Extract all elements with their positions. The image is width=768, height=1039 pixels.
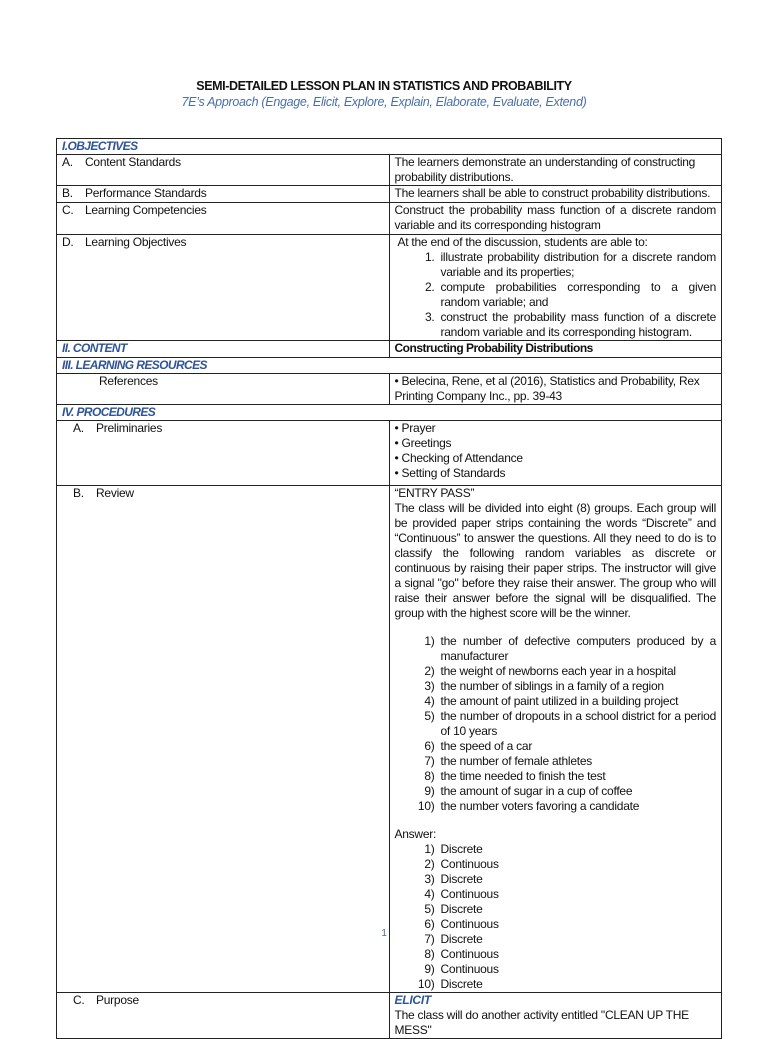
table-row bbox=[57, 486, 722, 993]
item-number: 6) bbox=[424, 917, 435, 931]
item-text: Discrete bbox=[440, 842, 483, 856]
document-title: SEMI-DETAILED LESSON PLAN IN STATISTICS AND PROBABILITY bbox=[196, 79, 572, 93]
section-content-heading: II. CONTENT bbox=[57, 341, 390, 358]
list-item bbox=[395, 977, 717, 992]
item-number: 8) bbox=[424, 947, 435, 961]
item-number: 5) bbox=[424, 902, 435, 916]
list-item bbox=[395, 310, 717, 340]
item-number: 8) bbox=[424, 769, 435, 783]
section-resources-heading: III. LEARNING RESOURCES bbox=[57, 358, 722, 374]
list-item: • Setting of Standards bbox=[394, 466, 506, 480]
table-row bbox=[57, 341, 722, 358]
table-row bbox=[57, 993, 722, 1039]
item-text: the number voters favoring a candidate bbox=[440, 799, 640, 813]
review-activity-title: “ENTRY PASS” bbox=[394, 486, 475, 500]
objectives-intro: At the end of the discussion, students are able to: bbox=[397, 235, 648, 249]
item-text: the time needed to finish the test bbox=[440, 769, 606, 783]
row-key: A. bbox=[73, 421, 84, 435]
item-number: 10) bbox=[417, 799, 435, 813]
list-item bbox=[395, 679, 717, 694]
row-label: Preliminaries bbox=[96, 421, 163, 435]
list-item bbox=[395, 250, 717, 280]
item-number: 1) bbox=[424, 842, 435, 856]
review-questions-list bbox=[395, 634, 717, 814]
section-objectives-heading: I.OBJECTIVES bbox=[57, 139, 722, 155]
item-text: the number of dropouts in a school district for a period of 10 years bbox=[440, 709, 716, 738]
item-text: the number of defective computers produced by a manufacturer bbox=[440, 634, 716, 663]
list-item bbox=[395, 769, 717, 784]
item-text: Continuous bbox=[440, 962, 499, 976]
list-item bbox=[395, 280, 717, 310]
item-text: Discrete bbox=[440, 977, 483, 991]
item-text: the number of female athletes bbox=[440, 754, 593, 768]
references-label: References bbox=[57, 374, 390, 405]
item-number: 5) bbox=[424, 709, 435, 723]
list-item: • Checking of Attendance bbox=[394, 451, 523, 465]
list-item bbox=[395, 799, 717, 814]
list-item bbox=[395, 887, 717, 902]
item-text: Discrete bbox=[440, 872, 483, 886]
row-label: Purpose bbox=[96, 993, 139, 1007]
list-item bbox=[395, 947, 717, 962]
item-number: 7) bbox=[424, 754, 435, 768]
item-number: 3) bbox=[424, 872, 435, 886]
table-row bbox=[57, 186, 722, 203]
item-number: 9) bbox=[424, 784, 435, 798]
row-key: A. bbox=[62, 155, 73, 169]
table-row bbox=[57, 203, 722, 235]
item-text: illustrate probability distribution for a discrete random variable and its properties; bbox=[440, 250, 716, 279]
item-number: 6) bbox=[424, 739, 435, 753]
item-text: construct the probability mass function of a discrete random variable and its corresponding histogram. bbox=[440, 310, 716, 339]
list-item bbox=[395, 872, 717, 887]
page-number: 1 bbox=[381, 928, 387, 939]
list-item bbox=[395, 902, 717, 917]
row-value: The learners demonstrate an understanding of constructing probability distributions. bbox=[389, 155, 722, 186]
document-subtitle: 7E’s Approach (Engage, Elicit, Explore, Explain, Elaborate, Evaluate, Extend) bbox=[181, 95, 587, 109]
item-text: Continuous bbox=[440, 917, 499, 931]
review-answers-list bbox=[395, 842, 717, 992]
item-text: the weight of newborns each year in a hospital bbox=[440, 664, 676, 678]
item-number: 4) bbox=[424, 887, 435, 901]
purpose-phase: ELICIT bbox=[394, 993, 431, 1007]
row-key: C. bbox=[73, 993, 85, 1007]
review-instructions: The class will be divided into eight (8) groups. Each group will be provided paper strips containing the words “Discrete” and “Continuous” to answer the questions. All they need to do is to classify the following random variables as discrete or continuous by raising their paper strips. The instructor will give a signal "go" before they raise their answer. The group who will raise their answer before the signal will be disqualified. The group with the highest score will be the winner. bbox=[394, 501, 716, 620]
section-procedures-heading: IV. PROCEDURES bbox=[57, 405, 722, 421]
item-number: 2. bbox=[424, 280, 435, 294]
list-item bbox=[395, 784, 717, 799]
row-label: Learning Objectives bbox=[85, 235, 187, 249]
item-number: 7) bbox=[424, 932, 435, 946]
item-text: Continuous bbox=[440, 947, 499, 961]
list-item bbox=[395, 962, 717, 977]
list-item bbox=[395, 709, 717, 739]
row-label: Content Standards bbox=[85, 155, 181, 169]
row-label: Performance Standards bbox=[85, 186, 207, 200]
item-text: the number of siblings in a family of a region bbox=[440, 679, 664, 693]
item-text: Discrete bbox=[440, 902, 483, 916]
preliminaries-list bbox=[395, 421, 717, 481]
item-text: the amount of paint utilized in a building project bbox=[440, 694, 679, 708]
item-text: compute probabilities corresponding to a given random variable; and bbox=[440, 280, 716, 309]
item-number: 1. bbox=[424, 250, 435, 264]
table-row bbox=[57, 235, 722, 341]
item-number: 4) bbox=[424, 694, 435, 708]
item-number: 2) bbox=[424, 664, 435, 678]
table-row bbox=[57, 374, 722, 405]
list-item: • Greetings bbox=[394, 436, 452, 450]
item-number: 3. bbox=[424, 310, 435, 324]
item-text: the amount of sugar in a cup of coffee bbox=[440, 784, 633, 798]
list-item: • Prayer bbox=[394, 421, 436, 435]
references-value: • Belecina, Rene, et al (2016), Statistics and Probability, Rex Printing Company Inc., pp. 39-43 bbox=[389, 374, 722, 405]
item-text: Continuous bbox=[440, 857, 499, 871]
item-number: 3) bbox=[424, 679, 435, 693]
lesson-plan-table bbox=[56, 138, 722, 1039]
item-text: the speed of a car bbox=[440, 739, 533, 753]
item-number: 2) bbox=[424, 857, 435, 871]
item-text: Continuous bbox=[440, 887, 499, 901]
table-row bbox=[57, 421, 722, 486]
row-label: Learning Competencies bbox=[85, 203, 207, 217]
row-key: B. bbox=[73, 486, 84, 500]
table-row bbox=[57, 155, 722, 186]
row-value: The learners shall be able to construct probability distributions. bbox=[389, 186, 722, 203]
item-number: 1) bbox=[424, 634, 435, 648]
answer-label: Answer: bbox=[394, 827, 437, 841]
list-item bbox=[395, 857, 717, 872]
purpose-text: The class will do another activity entitled "CLEAN UP THE MESS" bbox=[394, 1008, 689, 1037]
row-label: Review bbox=[96, 486, 134, 500]
objectives-list bbox=[395, 250, 717, 340]
row-value: Construct the probability mass function of a discrete random variable and its corresponding histogram bbox=[389, 203, 722, 235]
row-key: B. bbox=[62, 186, 73, 200]
item-number: 9) bbox=[424, 962, 435, 976]
content-value: Constructing Probability Distributions bbox=[389, 341, 722, 358]
list-item bbox=[395, 694, 717, 709]
list-item bbox=[395, 634, 717, 664]
item-number: 10) bbox=[417, 977, 435, 991]
item-text: Discrete bbox=[440, 932, 483, 946]
list-item bbox=[395, 842, 717, 857]
row-key: C. bbox=[62, 203, 74, 217]
row-key: D. bbox=[62, 235, 74, 249]
list-item bbox=[395, 739, 717, 754]
list-item bbox=[395, 754, 717, 769]
list-item bbox=[395, 664, 717, 679]
